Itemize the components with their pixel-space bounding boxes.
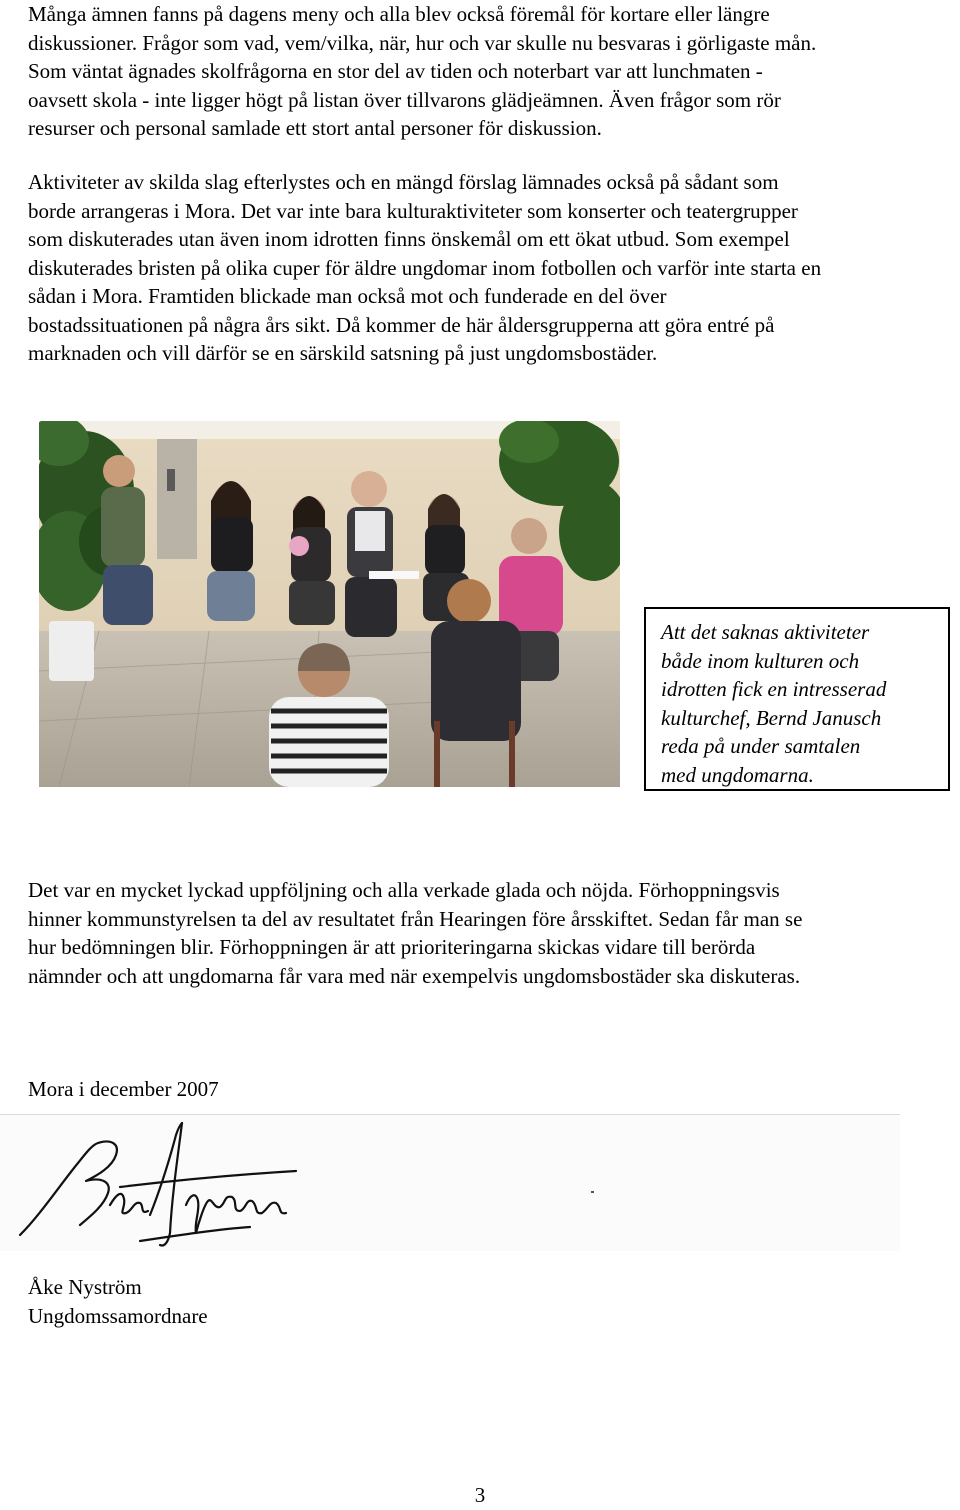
paragraph-2 [28,168,960,368]
signature-dot [591,1191,594,1193]
text-line: bostadssituationen på några års sikt. Då kommer de här åldersgrupperna att göra entré på [28,312,775,337]
caption-line: Att det saknas aktiviteter [661,620,870,644]
handwritten-signature [0,1115,900,1251]
author-block [28,1273,208,1330]
sign-off-place-date: Mora i december 2007 [28,1077,219,1101]
caption-line: både inom kulturen och [661,648,860,673]
caption-line: kulturchef, Bernd Janusch [661,705,882,730]
page-number: 3 [474,1483,486,1507]
text-line: Det var en mycket lyckad uppföljning och alla verkade glada och nöjda. Förhoppningsvis [28,878,780,902]
text-line: oavsett skola - inte ligger högt på listan över tillvarons glädjeämnen. Även frågor som rör [28,87,781,112]
text-line: som diskuterades utan även inom idrotten finns önskemål om ett ökat utbud. Som exempel [28,227,790,251]
paragraph-1 [28,0,960,143]
text-line: diskuterades bristen på olika cuper för äldre ungdomar inom fotbollen och varför inte starta en [28,255,822,280]
text-line: marknaden och vill därför se en särskild satsning på just ungdomsbostäder. [28,341,658,365]
caption-line: reda på under samtalen [661,734,861,758]
photo-caption-box [644,607,950,791]
text-line: diskussioner. Frågor som vad, vem/vilka, när, hur och var skulle nu besvaras i görligaste mån. [28,30,817,55]
text-line: Aktiviteter av skilda slag efterlystes och en mängd förslag lämnades också på sådant som [28,170,779,194]
text-line: Som väntat ägnades skolfrågorna en stor del av tiden och noterbart var att lunchmaten - [28,59,763,83]
caption-line: med ungdomarna. [661,762,814,787]
discussion-photo [39,421,620,787]
caption-line: idrotten fick en intresserad [661,677,887,701]
paragraph-3 [28,876,960,990]
text-line: hur bedömningen blir. Förhoppningen är att prioriteringarna skickas vidare till berörda [28,935,756,959]
text-line: nämnder och att ungdomarna får vara med när exempelvis ungdomsbostäder ska diskuteras. [28,963,801,988]
text-line: resurser och personal samlade ett stort antal personer för diskussion. [28,116,602,140]
text-line: Många ämnen fanns på dagens meny och alla blev också föremål för kortare eller längre [28,2,770,26]
text-line: sådan i Mora. Framtiden blickade man också mot och funderade en del över [28,284,667,308]
author-name: Åke Nyström [28,1275,142,1299]
author-role: Ungdomssamordnare [28,1303,208,1328]
text-line: hinner kommunstyrelsen ta del av resultatet från Hearingen före årsskiftet. Sedan får man se [28,906,803,931]
photo-caption [661,618,886,789]
text-line: borde arrangeras i Mora. Det var inte bara kulturaktiviteter som konserter och teatergrupper [28,198,798,223]
